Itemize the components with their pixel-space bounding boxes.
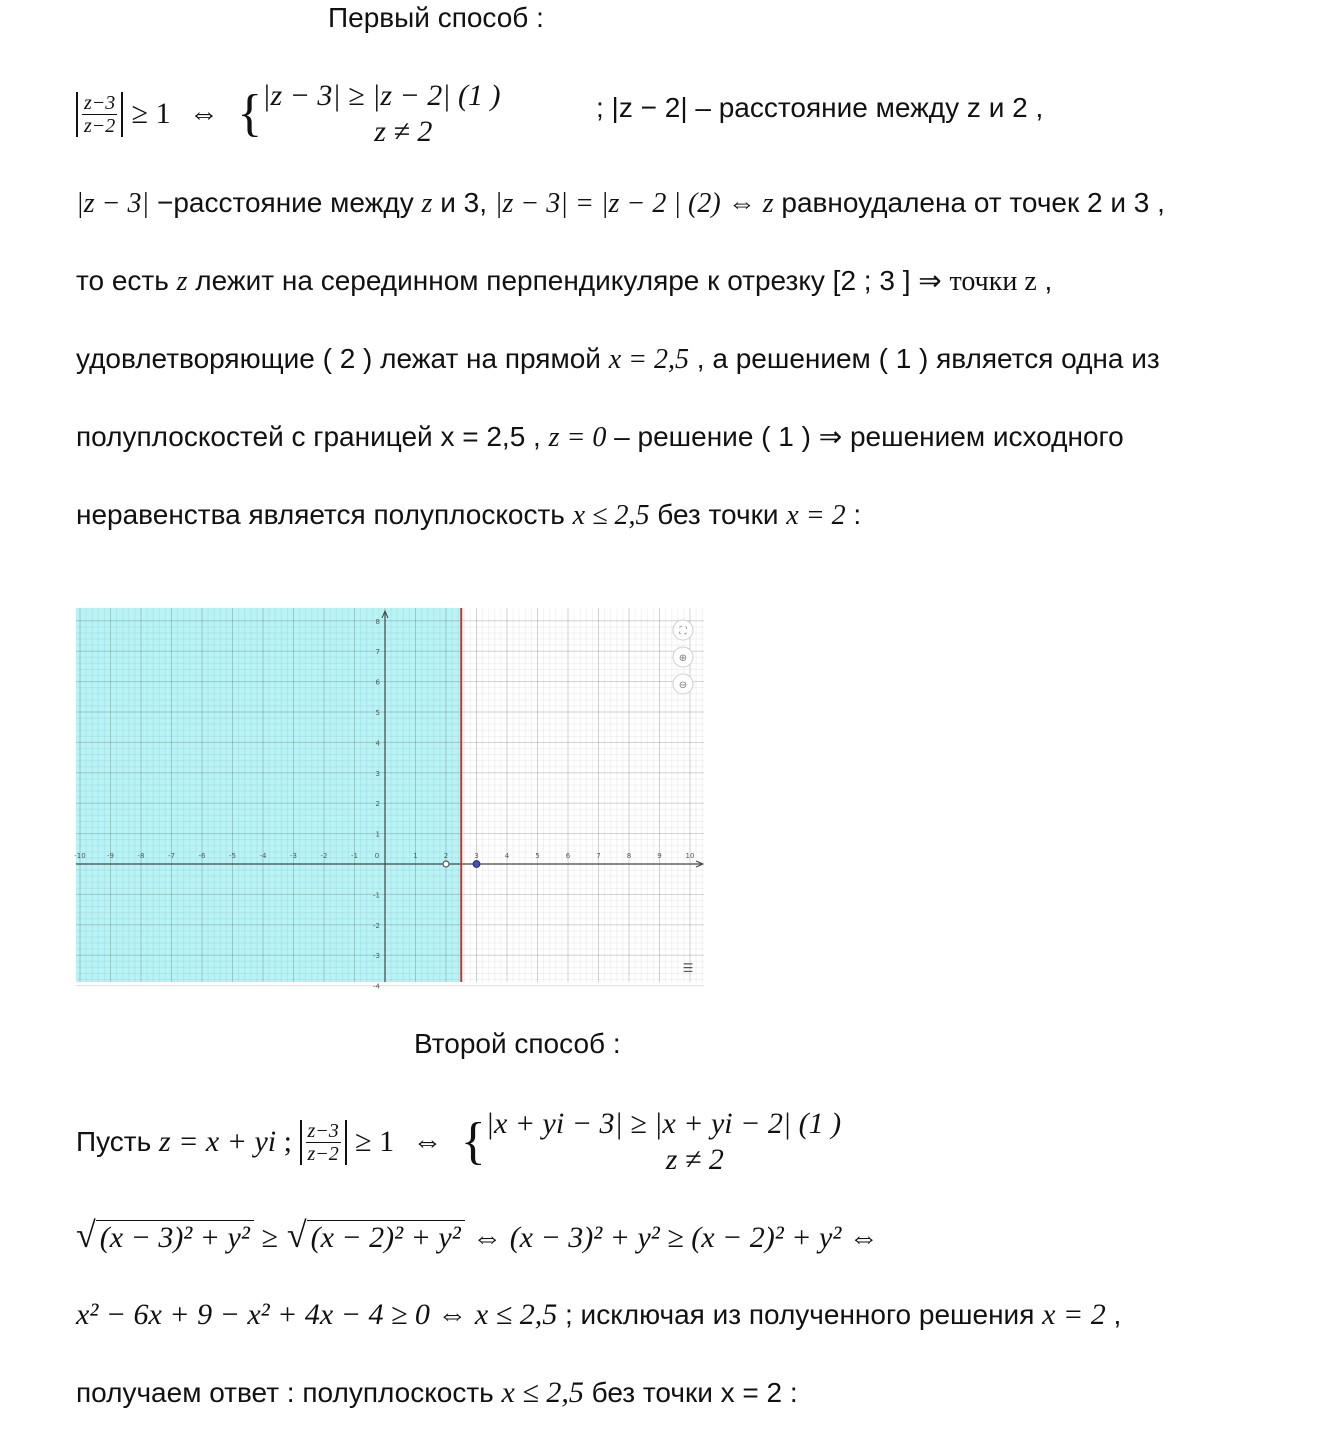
x-tick-label: -1 (351, 852, 358, 860)
x-tick-label: 8 (626, 852, 632, 860)
y-tick-label: 1 (375, 830, 380, 839)
text-span: полуплоскостей с границей x = 2,5 , (76, 421, 549, 452)
y-tick-label: -4 (373, 982, 380, 991)
abs-fraction (300, 1120, 347, 1165)
x-tick-label: -3 (290, 852, 297, 860)
section1-line5 (76, 420, 1124, 455)
x-tick-label: -8 (137, 852, 145, 860)
equiv-sign: ⇔ (412, 1125, 443, 1158)
fullscreen-icon-glyph: ⛶ (679, 626, 687, 637)
y-tick-label: 8 (375, 617, 380, 626)
text-span: без точки (649, 499, 787, 530)
text-span: : (845, 499, 862, 530)
text-span: , а решением ( 1 ) является одна из (689, 343, 1160, 374)
x-tick-label: -6 (198, 852, 206, 860)
text-span: z (421, 188, 433, 219)
text-span: ; (276, 1125, 300, 1158)
section2-title: Второй способ : (414, 1028, 621, 1059)
y-tick-label: 2 (375, 800, 380, 809)
text-span: Пусть (76, 1126, 160, 1157)
text-span: , (1105, 1299, 1122, 1330)
x-tick-label: 0 (374, 852, 380, 860)
text-span: лежит на серединном перпендикуляре к отрезку [2 ; 3 ] ⇒ (187, 265, 950, 296)
y-tick-label: 7 (375, 648, 380, 657)
text-span: x ≤ 2,5 (501, 1376, 584, 1409)
text-span: без точки x = 2 : (583, 1377, 798, 1408)
text-span: точки z (949, 266, 1037, 297)
frac-numerator: z−3 (307, 1119, 339, 1142)
y-tick-label: 3 (375, 769, 380, 778)
section1-line4 (76, 342, 1160, 377)
section1-title: Первый способ : (328, 2, 544, 33)
y-tick-label: 4 (375, 739, 380, 748)
text-span: −расстояние между (149, 187, 422, 218)
section1-line2 (76, 186, 1165, 221)
frac-denominator: z−2 (307, 1142, 339, 1165)
style-bar-icon: ☰ (682, 961, 694, 975)
x-tick-label: -7 (168, 852, 175, 860)
text-span: z (176, 266, 188, 297)
text-span: удовлетворяющие ( 2 ) лежат на прямой (76, 343, 609, 374)
x-tick-label: 10 (685, 852, 695, 860)
half-plane-graph (74, 608, 704, 991)
section2-line3 (76, 1298, 1121, 1332)
x-tick-label: 1 (413, 852, 418, 860)
text-span: x = 2 (1042, 1298, 1106, 1331)
radicand: (x − 2)² + y² (307, 1220, 465, 1254)
x-tick-label: 2 (443, 852, 449, 860)
x-tick-label: -2 (320, 852, 328, 860)
marked-point (473, 861, 480, 868)
text-span: ; исключая из полученного решения (557, 1299, 1043, 1330)
section1-tail: ; |z − 2| – расстояние между z и 2 , (596, 92, 1044, 123)
x-tick-label: 5 (535, 852, 540, 860)
section1-formula: $\frac{z-3}{z-2}$ ≥ 1 ⇔ { |z − 3| ≥ |z − 2| (1 ) z ≠ 2 (76, 78, 501, 150)
text-span: и 3, (432, 187, 495, 218)
text-span: x ≤ 2,5 (572, 500, 650, 531)
x-tick-label: 3 (474, 852, 479, 860)
system-line1: |x + yi − 3| ≥ |x + yi − 2| (1 ) (485, 1107, 842, 1140)
text-span: неравенства является полуплоскость (76, 499, 573, 530)
text-span: ≥ (253, 1221, 278, 1254)
ineq-rhs: ≥ 1 (131, 97, 171, 130)
zoom-in-icon-glyph: ⊕ (678, 653, 688, 664)
text-span: z = x + yi (159, 1125, 277, 1158)
section1-line6 (76, 498, 861, 533)
radicand: (x − 3)² + y² (96, 1220, 254, 1254)
section2-line1: Пусть z = x + yi ; $\frac{z-3}{z-2}$ ≥ 1 ⇔ { |x + yi − 3| ≥ |x + yi − 2| (1 ) z ≠ 2 (76, 1107, 842, 1176)
x-tick-label: -4 (259, 852, 267, 860)
y-tick-label: 6 (375, 678, 380, 687)
text-span: равноудалена от точек 2 и 3 , (773, 187, 1165, 218)
text-span: |z − 3| (76, 188, 150, 219)
y-tick-label: -3 (373, 952, 380, 961)
section1-line3 (76, 264, 1052, 299)
text-span: z = 0 (548, 422, 607, 453)
abs-fraction (76, 92, 123, 137)
y-tick-label: -2 (373, 921, 380, 930)
text-span: x² − 6x + 9 − x² + 4x − 4 ≥ 0 ⇔ x ≤ 2,5 (76, 1298, 558, 1331)
text-span: x = 2,5 (608, 344, 690, 375)
text-span: то есть (76, 265, 177, 296)
x-tick-label: 7 (596, 852, 601, 860)
frac-denominator: z−2 (84, 114, 116, 137)
y-tick-label: -1 (373, 891, 380, 900)
text-span: , (1036, 265, 1053, 296)
x-tick-label: -10 (74, 852, 86, 860)
zoom-out-icon-glyph: ⊖ (678, 680, 688, 691)
x-tick-label: 6 (565, 852, 571, 860)
y-tick-label: 5 (375, 709, 380, 717)
text-span: |z − 3| = |z − 2 | (2) ⇔ z (494, 188, 774, 219)
text-span: получаем ответ : полуплоскость (76, 1377, 502, 1408)
x-tick-label: -5 (229, 852, 236, 860)
ineq-rhs: ≥ 1 (355, 1125, 395, 1158)
x-tick-label: -9 (107, 852, 114, 860)
system-line2: z ≠ 2 (374, 115, 433, 148)
system (486, 1106, 841, 1178)
system-line2: z ≠ 2 (665, 1143, 724, 1176)
text-span: ⇔ (x − 3)² + y² ≥ (x − 2)² + y² ⇔ (464, 1221, 879, 1254)
x-tick-label: 4 (504, 852, 510, 860)
system (262, 78, 500, 150)
x-tick-label: 9 (657, 852, 662, 860)
section2-line2: √ (x − 3)² + y² ≥ √ (x − 2)² + y² ⇔ (x − 3)² + y² ≥ (x − 2)² + y² ⇔ (76, 1215, 879, 1255)
section2-line4 (76, 1376, 798, 1410)
equiv-sign: ⇔ (188, 97, 219, 130)
text-span: – решение ( 1 ) ⇒ решением исходного (606, 421, 1124, 452)
excluded-point (443, 861, 449, 867)
frac-numerator: z−3 (84, 91, 116, 114)
system-line1: |z − 3| ≥ |z − 2| (1 ) (262, 79, 501, 112)
text-span: x = 2 (786, 500, 846, 531)
